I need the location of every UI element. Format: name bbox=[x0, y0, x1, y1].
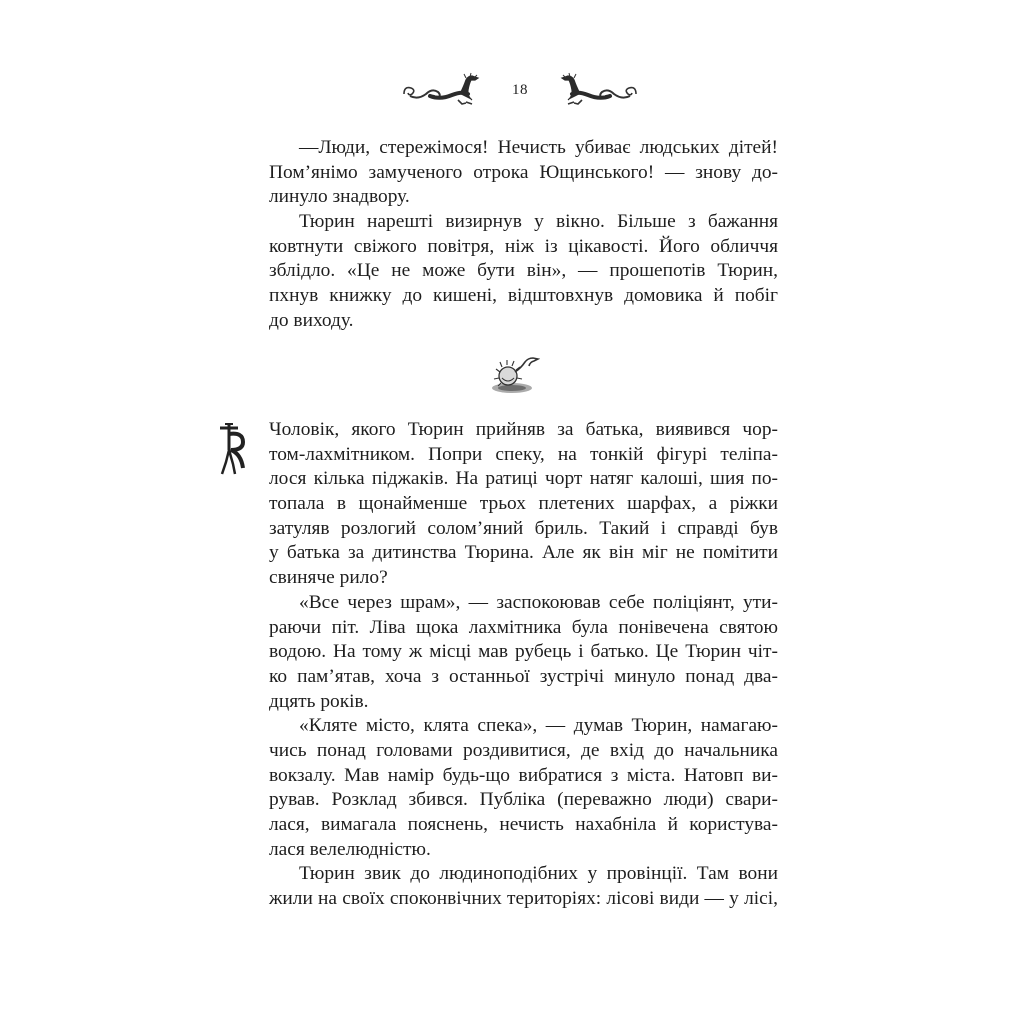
text-line: жили на своїх споконвічних територіях: лісові види — у лісі, bbox=[269, 888, 778, 910]
text-line: Тюрин нарешті визирнув у вікно. Більше з бажання bbox=[299, 211, 778, 233]
text-line: затуляв розлогий солом’яний бриль. Такий і справді був bbox=[269, 517, 778, 539]
text-line: дцять років. bbox=[269, 690, 369, 712]
text-line-drop-cap: Чоловік, якого Тюрин прийняв за батька, виявився чор- bbox=[269, 419, 778, 440]
text-line: водою. На тому ж місці мав рубець і батько. Це Тюрин чіт- bbox=[269, 641, 778, 663]
text-line: топала в щонайменше трьох плетених шарфах, а ріжки bbox=[269, 493, 778, 515]
dragon-ornament-left-icon bbox=[400, 72, 488, 108]
text-line: —Люди, стережімося! Нечисть убиває людських дітей! bbox=[299, 137, 778, 158]
dragon-ornament-right-icon bbox=[552, 72, 640, 108]
text-line: «Все через шрам», — заспокоював себе поліціянт, ути- bbox=[299, 591, 778, 613]
page-number: 18 bbox=[512, 81, 528, 98]
text-line: вокзалу. Мав намір будь-що вибратися з міста. Натовп ви- bbox=[269, 764, 778, 786]
text-line: лася велелюдністю. bbox=[269, 838, 431, 860]
paragraph-block-bottom bbox=[269, 418, 778, 912]
text-line: лася, вимагала пояснень, нечисть нахабніла й користува- bbox=[269, 814, 778, 835]
text-line: зблідло. «Це не може бути він», — прошепотів Тюрин, bbox=[269, 260, 778, 282]
text-line: Пом’янімо замученого отрока Ющинського! — знову до- bbox=[269, 161, 778, 183]
hedgehog-chestnut-ornament-icon bbox=[488, 352, 540, 396]
text-line: «Кляте місто, клята спека», — думав Тюрин, намагаю- bbox=[299, 715, 778, 737]
text-line: свиняче рило? bbox=[269, 567, 388, 589]
text-line: рував. Розклад збився. Публіка (переважно люди) свари- bbox=[269, 789, 778, 811]
page-header bbox=[400, 70, 640, 110]
decorative-drop-cap-icon bbox=[216, 420, 248, 480]
text-line: Тюрин звик до людиноподібних у провінції. Там вони bbox=[299, 863, 778, 885]
text-line: до виходу. bbox=[269, 309, 354, 331]
paragraph-block-top bbox=[269, 136, 778, 334]
text-line: ко пам’ятав, хоча з останньої зустрічі минуло понад два- bbox=[269, 665, 778, 687]
text-line: ковтнути свіжого повітря, ніж із цікавості. Його обличчя bbox=[269, 235, 778, 257]
text-line: чись понад головами роздивитися, де вхід до начальника bbox=[269, 739, 778, 761]
text-line: у батька за дитинства Тюрина. Але як він міг не помітити bbox=[269, 542, 778, 564]
text-line: лося кілька піджаків. На ратиці чорт натяг калоші, шия по- bbox=[269, 468, 778, 490]
text-line: линуло знадвору. bbox=[269, 186, 410, 208]
text-line: раючи піт. Ліва щока лахмітника була понівечена святою bbox=[269, 616, 778, 638]
text-line: пхнув книжку до кишені, відштовхнув домовика й побіг bbox=[269, 285, 778, 307]
text-line: том-лахмітником. Попри спеку, на тонкій фігурі теліпа- bbox=[269, 443, 778, 465]
